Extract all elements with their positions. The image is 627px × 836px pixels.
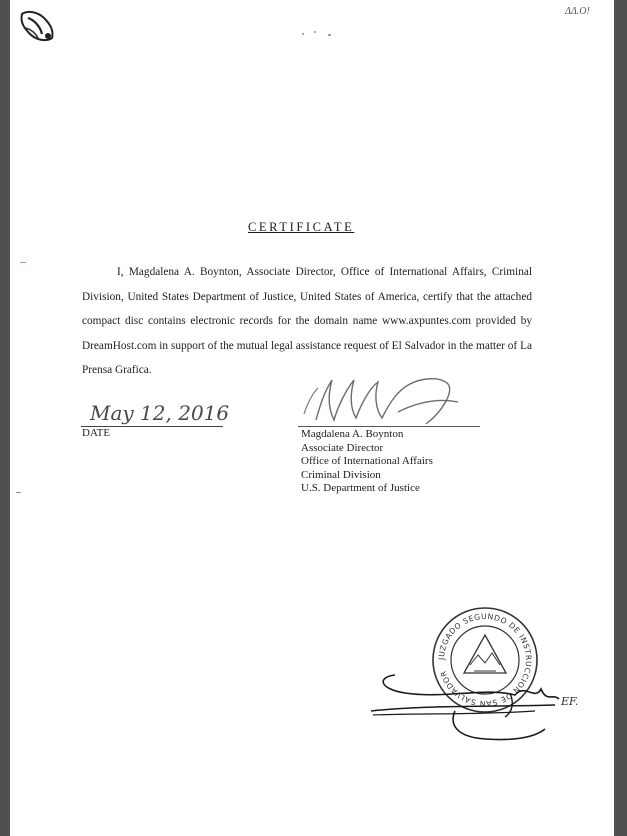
scan-speck — [16, 492, 21, 493]
date-label: DATE — [82, 427, 111, 439]
handwritten-date — [88, 396, 233, 428]
document-page — [10, 0, 614, 836]
handwritten-page-number: ΔΔ.Ο! — [565, 6, 590, 17]
scan-speck — [20, 262, 26, 263]
corner-emblem-icon — [18, 8, 58, 44]
signatory-office: Office of International Affairs — [301, 455, 433, 467]
signature-line — [298, 426, 480, 427]
signatory-block — [301, 428, 433, 496]
scan-speck — [328, 34, 331, 36]
document-title: CERTIFICATE — [248, 220, 355, 234]
viewer-margin-left — [0, 0, 10, 836]
handwritten-date-text: May 12, 2016 — [90, 401, 230, 425]
viewer-scrollbar-track[interactable] — [614, 0, 627, 836]
scan-speck — [314, 31, 316, 33]
seal-mark-text: EF. — [561, 695, 579, 708]
signatory-department: U.S. Department of Justice — [301, 482, 420, 494]
certificate-body: I, Magdalena A. Boynton, Associate Director, Office of International Affairs, Criminal Division, United States Department of Justice, United States of America, certify that the attached compact disc contains electronic records for the domain name www.axpuntes.com provided by DreamHost.com in support of the mutual legal assistance request of El Salvador in the matter of La Prensa Grafica. — [82, 266, 532, 376]
signatory-division: Criminal Division — [301, 468, 381, 481]
signature — [298, 372, 478, 432]
signatory-name: Magdalena A. Boynton — [301, 428, 404, 440]
seal-text: JUZGADO SEGUNDO DE INSTRUCCION DE SAN SALVADOR — [436, 611, 534, 709]
scan-speck — [302, 33, 304, 35]
stamp-flourish-signature — [365, 655, 605, 745]
signatory-position: Associate Director — [301, 441, 384, 454]
